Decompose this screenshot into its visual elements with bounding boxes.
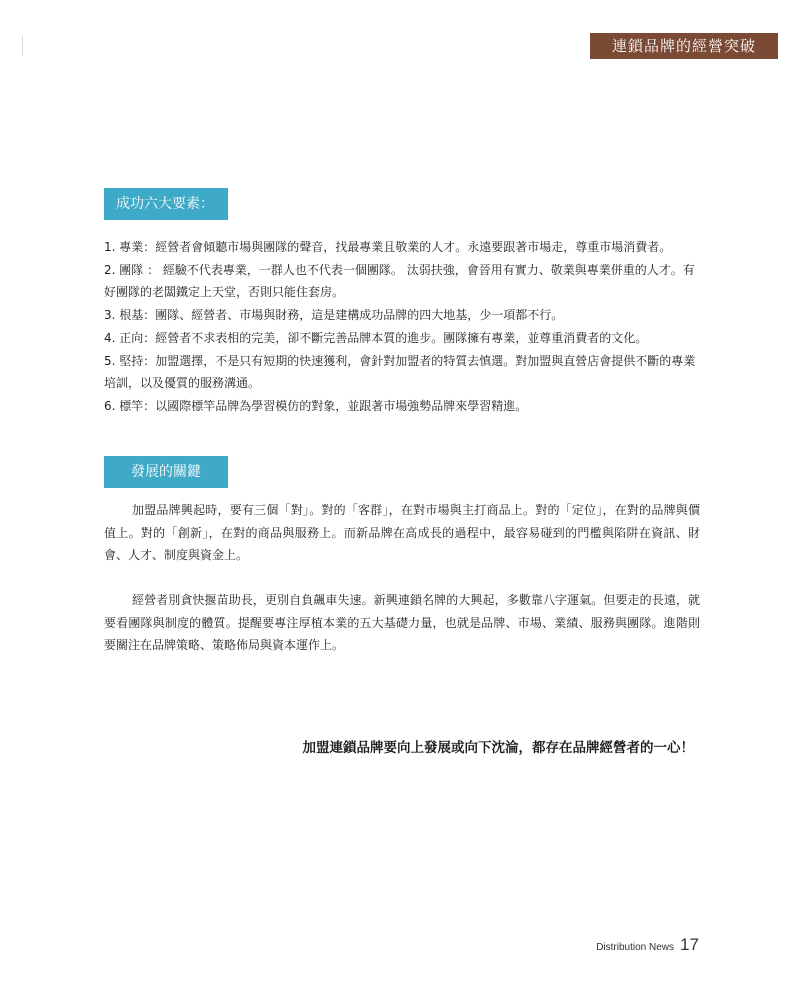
factor-item-5: 5. 堅持：加盟選擇，不是只有短期的快速獲利，會針對加盟者的特質去慎選。對加盟與直營店會提供不斷的專業培訓，以及優質的服務溝通。 (104, 353, 696, 391)
conclusion-statement: 加盟連鎖品牌要向上發展或向下沈淪，都存在品牌經營者的一心！ (302, 740, 694, 756)
factor-item-6: 6. 標竿：以國際標竿品牌為學習模仿的對象，並跟著市場強勢品牌來學習精進。 (104, 398, 528, 413)
footer-publication: Distribution News (596, 942, 674, 953)
footer-page-number: 17 (680, 935, 699, 954)
section-label-development-key: 發展的關鍵 (104, 456, 228, 488)
factor-item-3: 3. 根基：團隊、經營者、市場與財務，這是建構成功品牌的四大地基，少一項都不行。 (104, 308, 564, 323)
factor-item-4: 4. 正向：經營者不求表相的完美，卻不斷完善品牌本質的進步。團隊擁有專業，並尊重消費者的文化。 (104, 330, 648, 345)
development-paragraph-2: 經營者別貪快揠苗助長，更別自負飆車失速。新興連鎖名牌的大興起，多數靠八字運氣。但要走的長遠，就要看團隊與制度的體質。提醒要專注厚植本業的五大基礎力量，也就是品牌、市場、業績、服務與團隊。進階則要關注在品牌策略、策略佈局與資本運作上。 (104, 593, 700, 652)
section-label-success-factors: 成功六大要素： (104, 188, 228, 220)
success-factors-list (104, 236, 700, 418)
development-paragraph-1: 加盟品牌興起時，要有三個「對」。對的「客群」，在對市場與主打商品上。對的「定位」，在對的品牌與價值上。對的「創新」，在對的商品與服務上。而新品牌在高成長的過程中，最容易碰到的門檻與陷阱在資訊、財會、人才、制度與資金上。 (104, 503, 700, 562)
header-title: 連鎖品牌的經營突破 (590, 33, 778, 59)
page-edge-mark (22, 36, 23, 56)
factor-item-1: 1. 專業：經營者會傾聽市場與團隊的聲音，找最專業且敬業的人才。永遠要跟著市場走，尊重市場消費者。 (104, 240, 672, 254)
factor-item-2: 2. 團隊 ： 經驗不代表專業，一群人也不代表一個團隊。 汰弱扶強，會晉用有實力、敬業與專業併重的人才。有好團隊的老闆鐵定上天堂，否則只能住套房。 (104, 262, 695, 300)
